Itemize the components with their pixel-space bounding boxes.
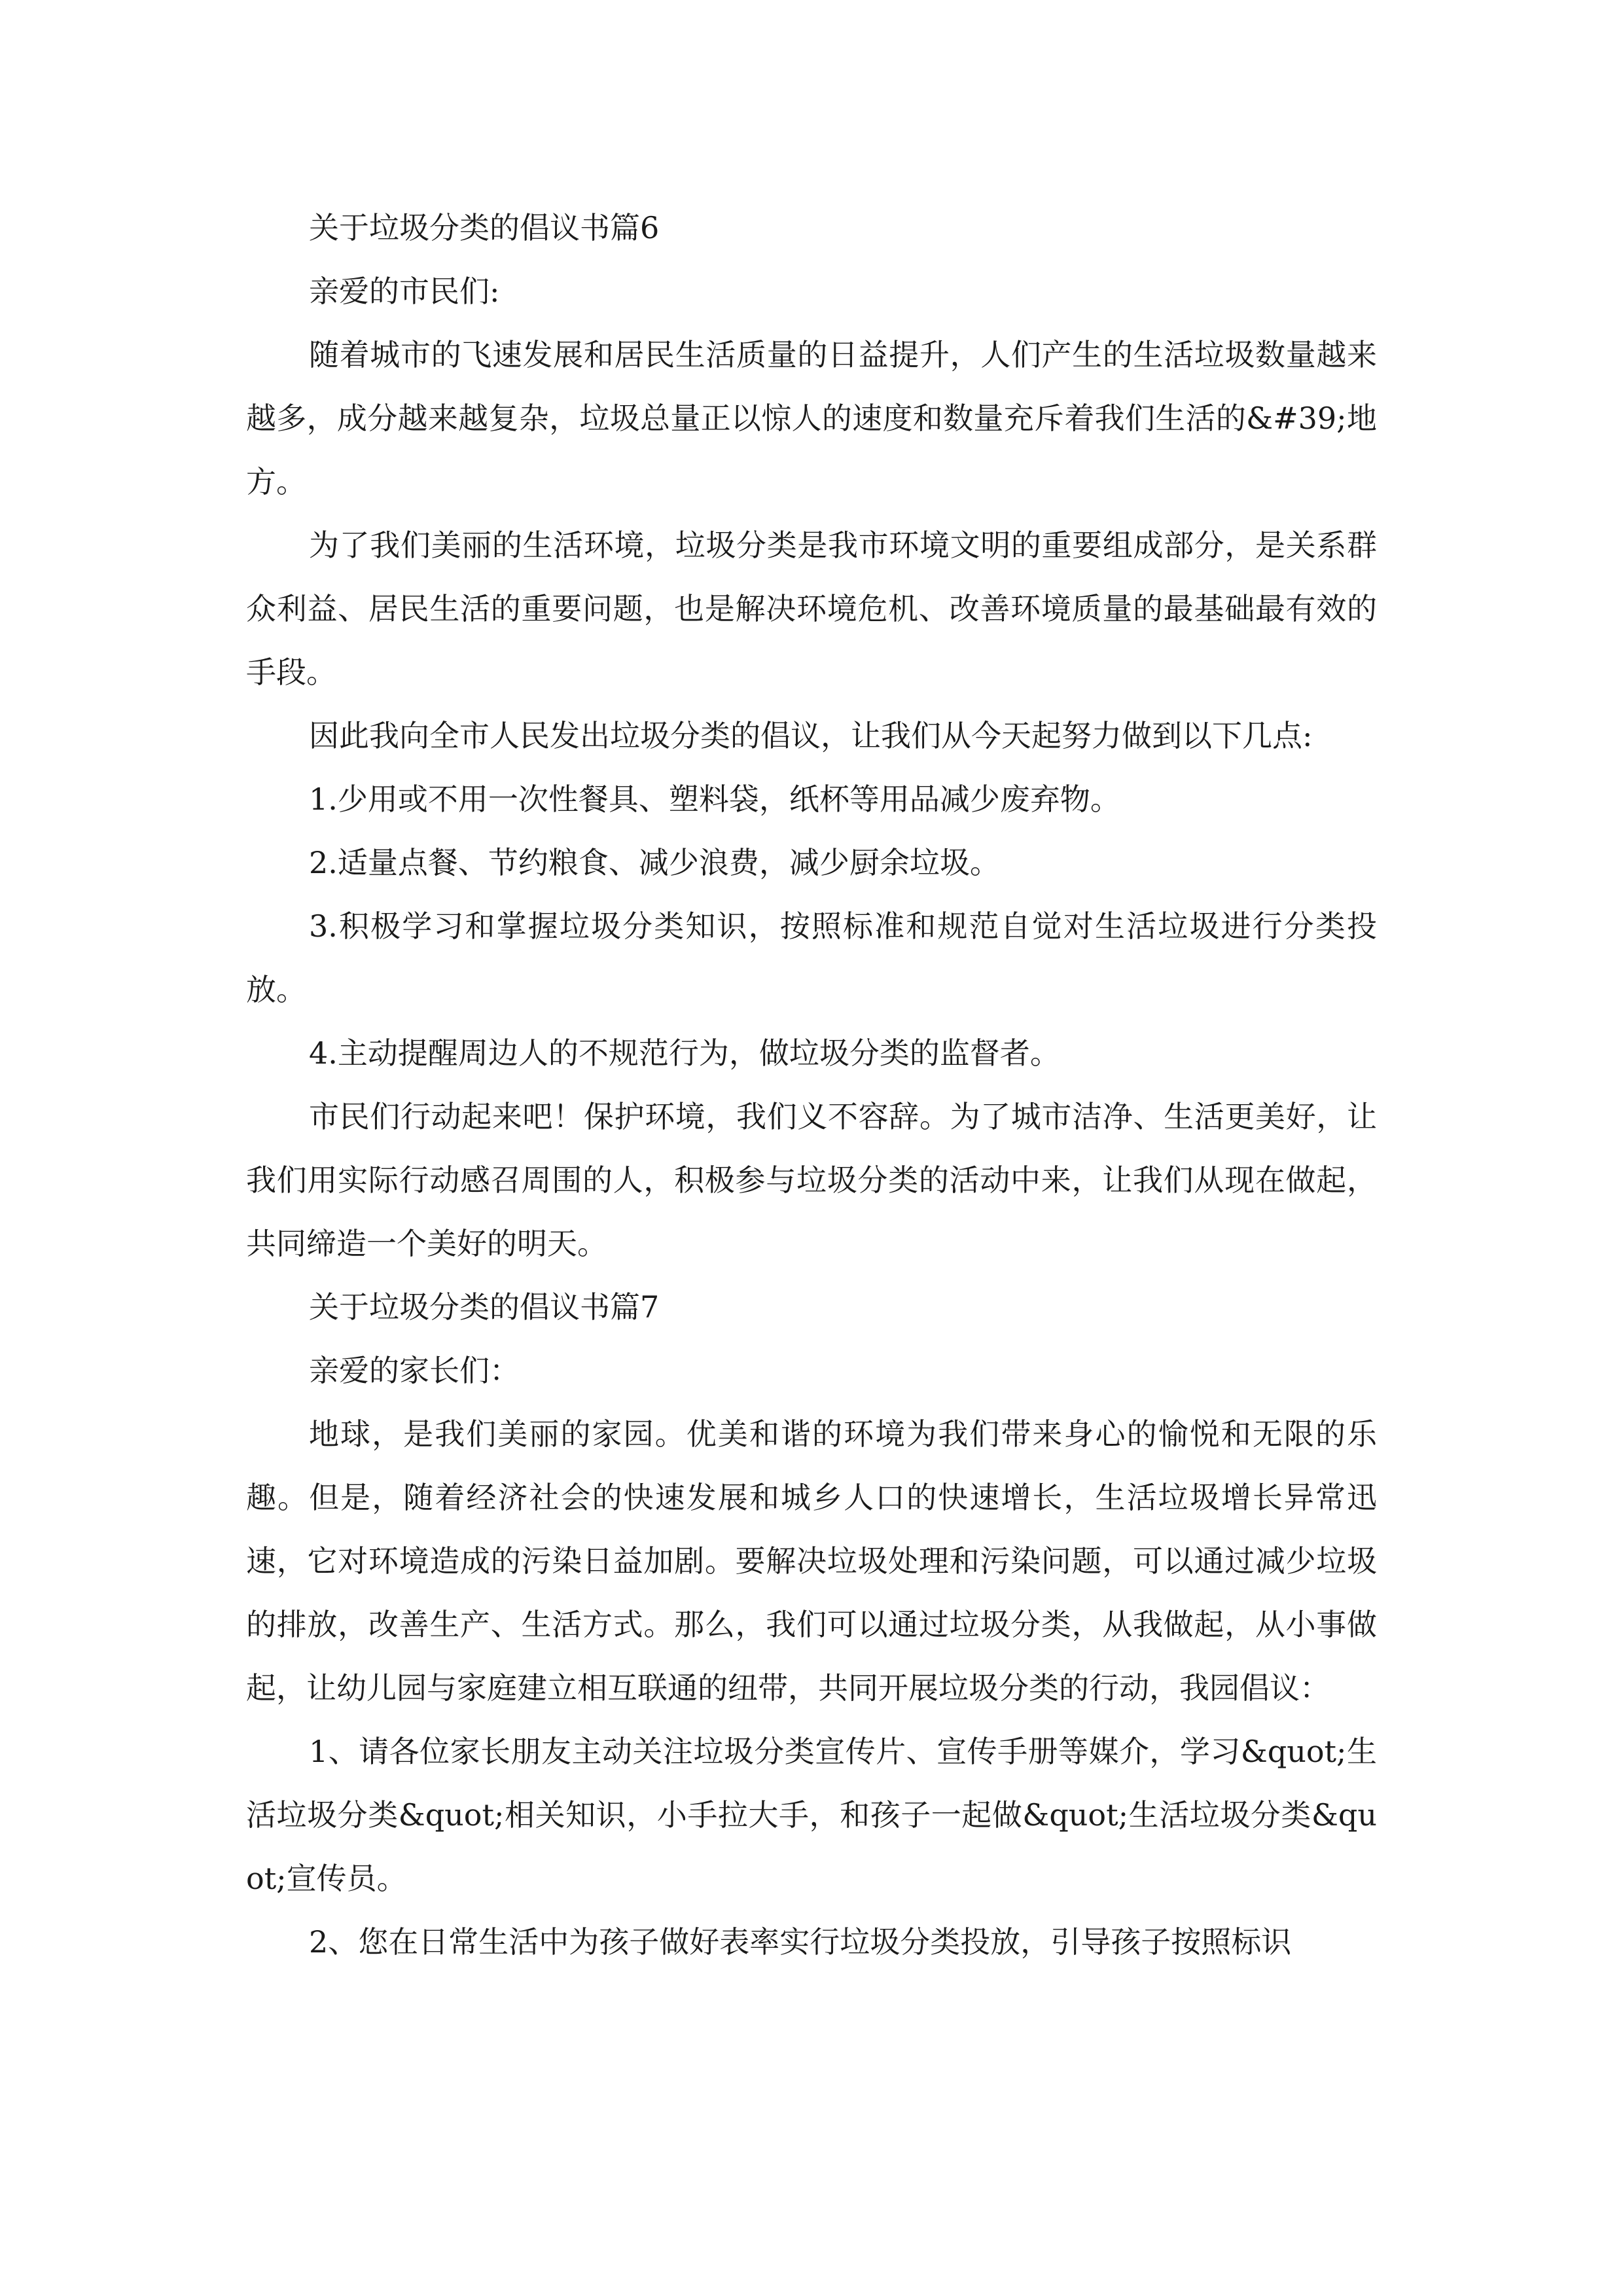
salutation-parents: 亲爱的家长们： [309,1353,520,1388]
salutation-citizens: 亲爱的市民们: [309,274,500,309]
paragraph-earth: 地球，是我们美丽的家园。优美和谐的环境为我们带来身心的愉悦和无限的乐趣。但是，随着经济社会的快速发展和城乡人口的快速增长，生活垃圾增长异常迅速，它对环境造成的污染日益加剧。要解决垃圾处理和污染问题，可以通过减少垃圾的排放，改善生产、生活方式。那么，我们可以通过垃圾分类，从我做起，从小事做起，让幼儿园与家庭建立相互联通的纽带，共同开展垃圾分类的行动，我园倡议： [246,1416,1377,1706]
list-item-2: 2.适量点餐、节约粮食、减少浪费，减少厨余垃圾。 [309,845,1000,880]
proposal-item-1: 1、请各位家长朋友主动关注垃圾分类宣传片、宣传手册等媒介，学习&quot;生活垃圾分类&quot;相关知识，小手拉大手，和孩子一起做&quot;生活垃圾分类&quot;宣传员。 [246,1734,1377,1896]
list-item-3: 3.积极学习和掌握垃圾分类知识，按照标准和规范自觉对生活垃圾进行分类投放。 [246,908,1377,1007]
proposal-item-2: 2、您在日常生活中为孩子做好表率实行垃圾分类投放，引导孩子按照标识 [309,1924,1292,1960]
list-item-4: 4.主动提醒周边人的不规范行为，做垃圾分类的监督者。 [309,1035,1060,1071]
document-body [246,196,1377,1974]
list-item-1: 1.少用或不用一次性餐具、塑料袋，纸杯等用品减少废弃物。 [309,781,1120,817]
paragraph-call-to-action: 市民们行动起来吧！保护环境，我们义不容辞。为了城市洁净、生活更美好，让我们用实际行动感召周围的人，积极参与垃圾分类的活动中来，让我们从现在做起，共同缔造一个美好的明天。 [246,1099,1377,1261]
paragraph-importance: 为了我们美丽的生活环境，垃圾分类是我市环境文明的重要组成部分，是关系群众利益、居民生活的重要问题，也是解决环境危机、改善环境质量的最基础最有效的手段。 [246,528,1377,690]
section-title-6: 关于垃圾分类的倡议书篇6 [309,210,660,245]
paragraph-proposal: 因此我向全市人民发出垃圾分类的倡议，让我们从今天起努力做到以下几点: [309,718,1313,753]
section-title-7: 关于垃圾分类的倡议书篇7 [309,1289,660,1325]
paragraph-intro: 随着城市的飞速发展和居民生活质量的日益提升，人们产生的生活垃圾数量越来越多，成分越来越复杂，垃圾总量正以惊人的速度和数量充斥着我们生活的&#39;地方。 [246,337,1377,499]
